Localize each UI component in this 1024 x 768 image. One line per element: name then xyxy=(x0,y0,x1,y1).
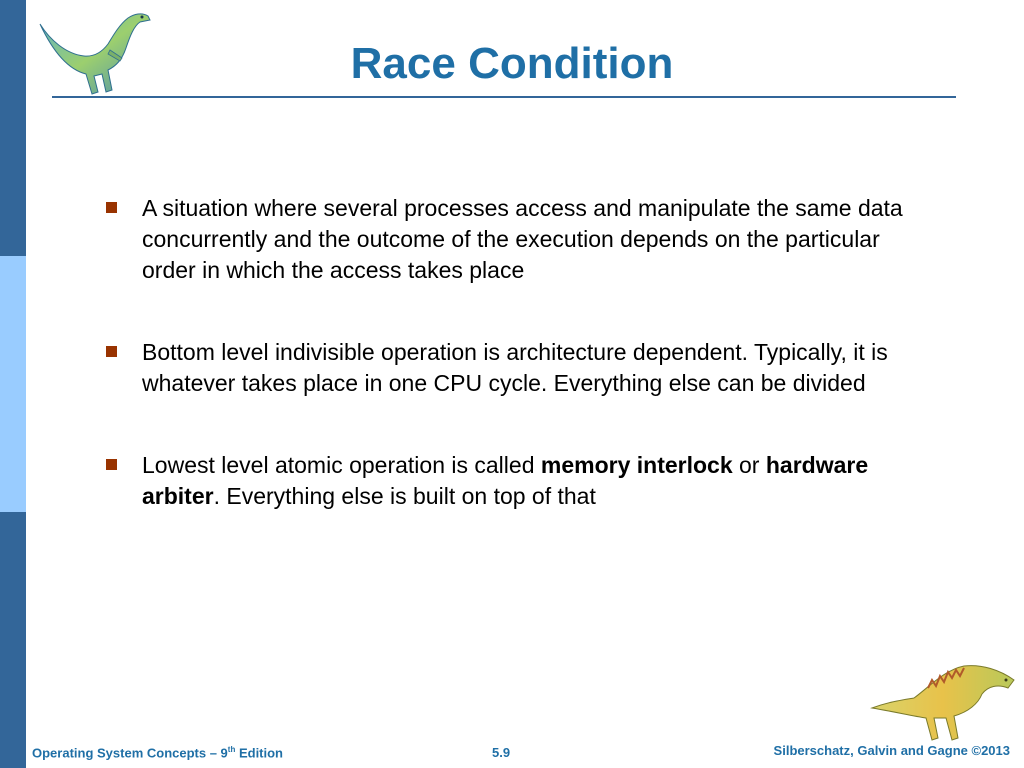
square-bullet-icon xyxy=(106,346,117,357)
left-bar-middle xyxy=(0,256,26,512)
dinosaur-icon xyxy=(868,658,1018,744)
bullet-text: . Everything else is built on top of that xyxy=(213,483,596,509)
page-title: Race Condition xyxy=(350,39,674,88)
bullet-text: Lowest level atomic operation is called xyxy=(142,452,541,478)
square-bullet-icon xyxy=(106,202,117,213)
term-hardware-arbiter: hardware arbiter xyxy=(142,452,869,509)
bullet-list xyxy=(104,193,924,563)
footer-page-number: 5.9 xyxy=(492,745,511,760)
list-item xyxy=(104,337,924,399)
bullet-text: or xyxy=(732,452,766,478)
bullet-text: Bottom level indivisible operation is architecture dependent. Typically, it is whatever takes place in one CPU cycle. Everything else can be divided xyxy=(142,339,888,396)
footer-copyright: Silberschatz, Galvin and Gagne ©2013 xyxy=(773,743,1010,758)
title-divider xyxy=(52,96,956,98)
term-memory-interlock: memory interlock xyxy=(540,452,733,478)
list-item xyxy=(104,450,924,512)
list-item xyxy=(104,193,924,286)
left-bar-bottom xyxy=(0,512,26,768)
footer-book-title: Operating System Concepts – 9th Edition xyxy=(32,745,284,761)
bullet-text: A situation where several processes access and manipulate the same data concurrently and the outcome of the execution depends on the particular order in which the access takes place xyxy=(142,195,903,283)
square-bullet-icon xyxy=(106,459,117,470)
